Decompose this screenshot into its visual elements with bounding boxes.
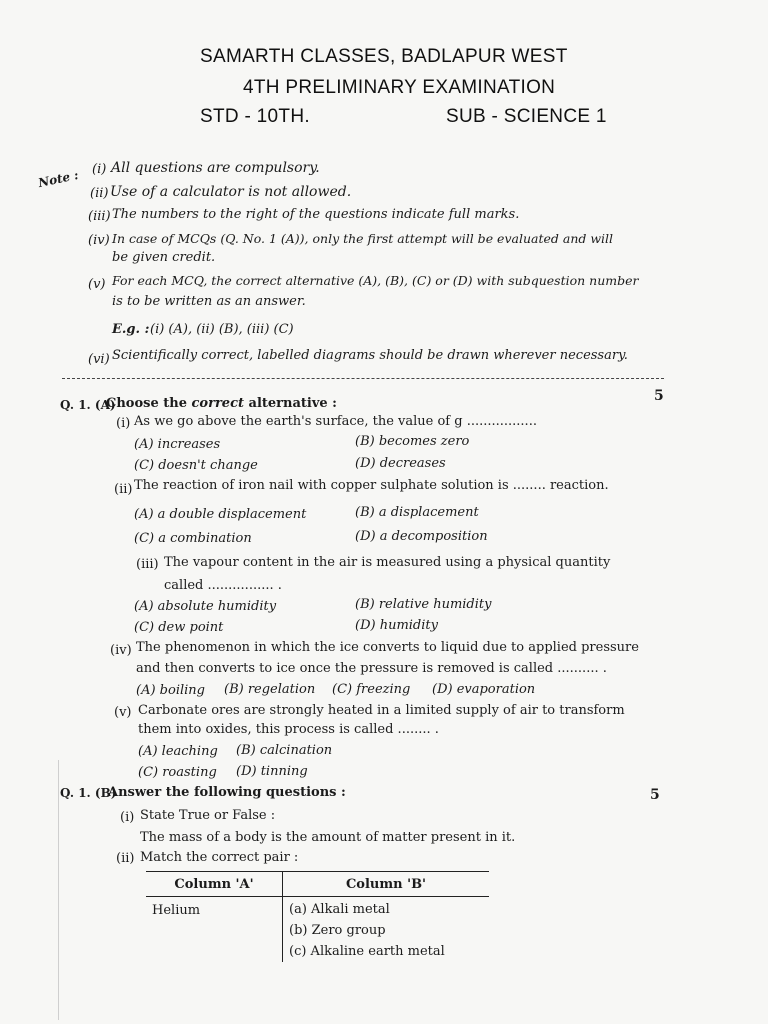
column-b-option: (b) Zero group: [289, 923, 386, 938]
note-4-text: In case of MCQs (Q. No. 1 (A)), only the first attempt will be evaluated and will: [112, 231, 614, 246]
example-text: (i) (A), (ii) (B), (iii) (C): [150, 322, 294, 337]
note-3-text: The numbers to the right of the questions indicate full marks.: [112, 207, 520, 222]
q1a-v-opt-b: (B) calcination: [236, 743, 333, 758]
q1a-ii-opt-c: (C) a combination: [134, 531, 252, 546]
q1b-title: Answer the following questions :: [108, 785, 346, 800]
note-2-num: (ii): [90, 186, 109, 201]
q1a-title-post: alternative :: [244, 396, 337, 411]
q1a-v-opt-c: (C) roasting: [138, 765, 217, 780]
q1a-i-text: As we go above the earth's surface, the value of g .................: [134, 414, 537, 429]
note-4-cont: be given credit.: [112, 250, 216, 265]
q1a-iv-opt-d: (D) evaporation: [432, 682, 536, 697]
q1a-v-opt-d: (D) tinning: [236, 764, 308, 779]
q1a-label: Q. 1. (A): [60, 398, 116, 412]
example-label: E.g. :: [112, 322, 150, 337]
q1a-title: [106, 396, 337, 411]
q1b-i-sub: The mass of a body is the amount of matter present in it.: [140, 830, 516, 845]
note-5-text: For each MCQ, the correct alternative (A), (B), (C) or (D) with subquestion number: [112, 273, 639, 288]
section-divider: [62, 378, 664, 379]
match-table: [146, 871, 489, 962]
note-4-num: (iv): [88, 233, 110, 248]
q1a-iii-num: (iii): [136, 557, 159, 572]
school-name: SAMARTH CLASSES, BADLAPUR WEST: [200, 46, 568, 67]
note-6-num: (vi): [88, 352, 110, 367]
q1a-iii-opt-d: (D) humidity: [355, 618, 438, 633]
q1a-v-cont: them into oxides, this process is called ........ .: [138, 722, 439, 737]
q1b-ii-text: Match the correct pair :: [140, 850, 299, 865]
q1b-i-text: State True or False :: [140, 808, 276, 823]
q1a-i-num: (i): [116, 416, 131, 431]
note-6-text: Scientifically correct, labelled diagrams should be drawn wherever necessary.: [112, 348, 628, 363]
column-a-header: Column 'A': [146, 872, 283, 897]
q1a-i-opt-a: (A) increases: [134, 437, 221, 452]
q1a-i-opt-d: (D) decreases: [355, 456, 446, 471]
q1b-ii-num: (ii): [116, 851, 135, 866]
q1a-ii-text: The reaction of iron nail with copper sulphate solution is ........ reaction.: [134, 478, 609, 493]
column-b-option: (a) Alkali metal: [289, 902, 390, 917]
q1b-marks: 5: [650, 787, 660, 803]
note-3-num: (iii): [88, 209, 111, 224]
note-label: Note :: [36, 167, 80, 191]
q1a-iii-text: The vapour content in the air is measured using a physical quantity: [164, 555, 611, 570]
note-2-text: Use of a calculator is not allowed.: [110, 184, 352, 200]
q1a-iv-num: (iv): [110, 643, 132, 658]
q1a-v-opt-a: (A) leaching: [138, 744, 218, 759]
q1b-label: Q. 1. (B): [60, 786, 117, 800]
q1a-iii-opt-b: (B) relative humidity: [355, 597, 492, 612]
q1a-iii-opt-c: (C) dew point: [134, 620, 224, 635]
note-1-text: All questions are compulsory.: [111, 160, 320, 176]
page-edge-line: [58, 760, 59, 1020]
q1a-i-opt-c: (C) doesn't change: [134, 458, 258, 473]
q1a-iii-opt-a: (A) absolute humidity: [134, 599, 277, 614]
exam-title: 4TH PRELIMINARY EXAMINATION: [243, 77, 556, 98]
q1a-iv-opt-a: (A) boiling: [136, 683, 205, 698]
q1a-v-text: Carbonate ores are strongly heated in a limited supply of air to transform: [138, 703, 625, 718]
column-a-cell: Helium: [146, 897, 283, 963]
q1a-title-pre: Choose the: [106, 396, 192, 411]
q1b-i-num: (i): [120, 810, 135, 825]
note-5-num: (v): [88, 277, 106, 292]
note-1-num: (i): [92, 162, 107, 177]
q1a-ii-opt-b: (B) a displacement: [355, 505, 479, 520]
q1a-iv-opt-c: (C) freezing: [332, 682, 411, 697]
q1a-iii-cont: called ................ .: [164, 578, 282, 593]
q1a-v-num: (v): [114, 705, 132, 720]
standard-label: STD - 10TH.: [200, 106, 310, 127]
subject-label: SUB - SCIENCE 1: [446, 106, 607, 127]
column-b-option: (c) Alkaline earth metal: [289, 944, 445, 959]
table-row: [146, 897, 489, 963]
q1a-title-em: correct: [191, 396, 244, 411]
q1a-ii-opt-a: (A) a double displacement: [134, 507, 307, 522]
q1a-ii-num: (ii): [114, 482, 133, 497]
q1a-iv-text: The phenomenon in which the ice converts to liquid due to applied pressure: [136, 640, 639, 655]
note-5-cont: is to be written as an answer.: [112, 294, 306, 309]
q1a-iv-cont: and then converts to ice once the pressure is removed is called .......... .: [136, 661, 607, 676]
q1a-ii-opt-d: (D) a decomposition: [355, 529, 488, 544]
column-b-header: Column 'B': [283, 872, 490, 897]
q1a-iv-opt-b: (B) regelation: [224, 682, 316, 697]
q1a-marks: 5: [654, 388, 664, 404]
match-table-header: [146, 872, 489, 897]
q1a-i-opt-b: (B) becomes zero: [355, 434, 470, 449]
column-b-cell: [283, 897, 490, 963]
